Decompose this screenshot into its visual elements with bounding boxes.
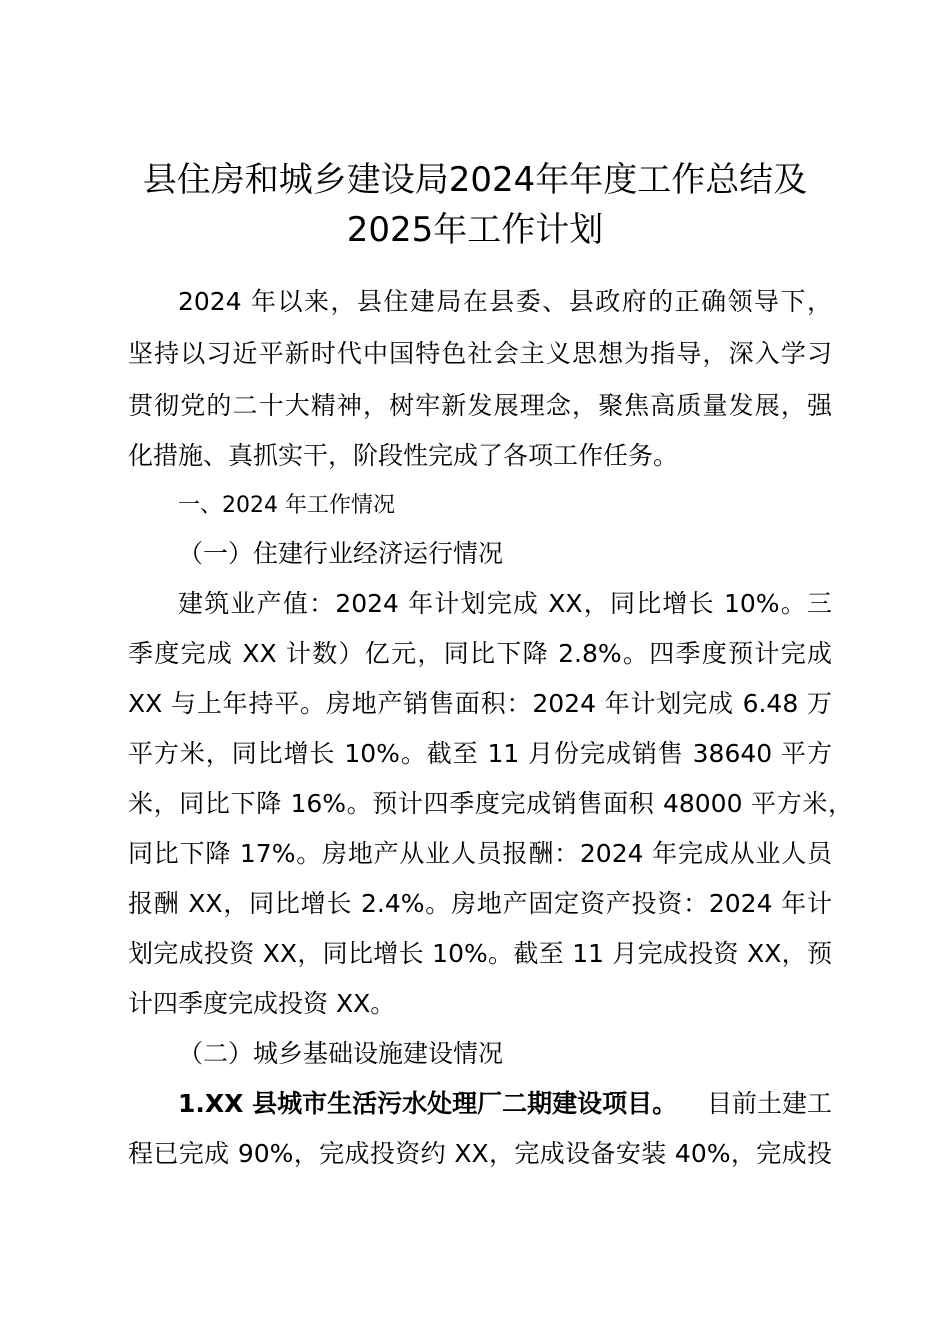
intro-line: 贯彻党的二十大精神，树牢新发展理念，聚焦高质量发展，强	[128, 391, 832, 420]
item-1-text: 目前土建工	[706, 1089, 832, 1118]
subsection-1-line: 米，同比下降 16%。预计四季度完成销售面积 48000 平方米，	[128, 789, 853, 818]
intro-line: 坚持以习近平新时代中国特色社会主义思想为指导，深入学习	[128, 339, 832, 368]
subsection-1-line: 报酬 XX，同比增长 2.4%。房地产固定资产投资：2024 年计	[128, 889, 832, 918]
subsection-2-heading: （二）城乡基础设施建设情况	[178, 1039, 504, 1068]
intro-line: 2024 年以来，县住建局在县委、县政府的正确领导下，	[178, 287, 832, 316]
subsection-1-line: 计四季度完成投资 XX。	[128, 989, 396, 1018]
intro-line: 化措施、真抓实干，阶段性完成了各项工作任务。	[128, 441, 679, 470]
subsection-1-line: XX 与上年持平。房地产销售面积：2024 年计划完成 6.48 万	[128, 689, 832, 718]
section-1-heading: 一、2024 年工作情况	[178, 493, 395, 518]
item-1-title: 1.XX 县城市生活污水处理厂二期建设项目。	[178, 1089, 678, 1118]
subsection-2-item-1	[178, 1087, 832, 1121]
subsection-1-line: 季度完成 XX 计数）亿元，同比下降 2.8%。四季度预计完成	[128, 639, 832, 668]
subsection-2-line: 程已完成 90%，完成投资约 XX，完成设备安装 40%，完成投	[128, 1139, 832, 1168]
document-title-line-2: 2025年工作计划	[346, 210, 604, 250]
subsection-1-line: 划完成投资 XX，同比增长 10%。截至 11 月完成投资 XX，预	[128, 939, 832, 968]
subsection-1-line: 平方米，同比增长 10%。截至 11 月份完成销售 38640 平方	[128, 739, 832, 768]
subsection-1-line: 同比下降 17%。房地产从业人员报酬：2024 年完成从业人员	[128, 839, 832, 868]
subsection-1-line: 建筑业产值：2024 年计划完成 XX，同比增长 10%。三	[178, 589, 832, 618]
document-title-line-1: 县住房和城乡建设局2024年年度工作总结及	[142, 160, 808, 200]
subsection-1-heading: （一）住建行业经济运行情况	[178, 539, 504, 568]
